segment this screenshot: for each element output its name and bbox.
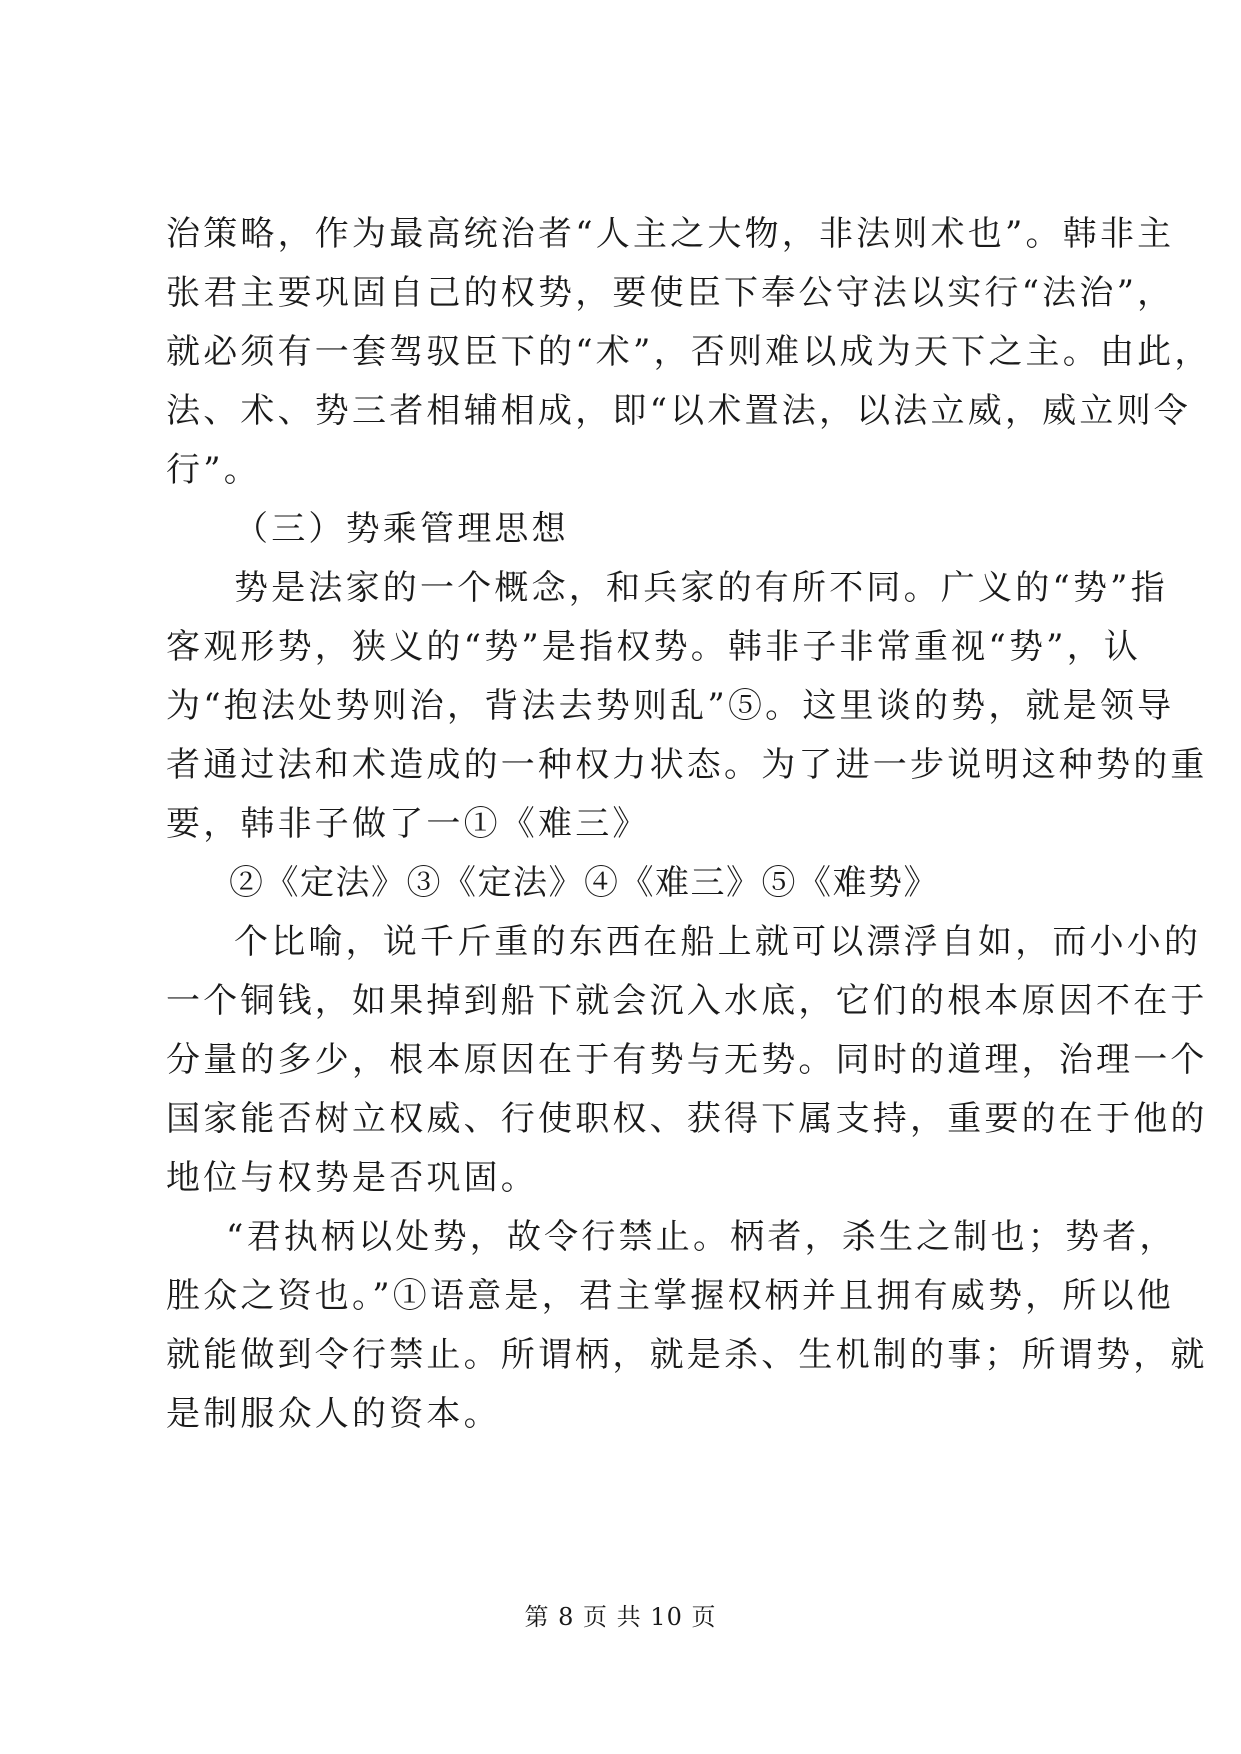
paragraph-line: 是制服众人的资本。	[166, 1394, 501, 1434]
page-footer	[0, 1602, 1241, 1632]
paragraph-line: 一个铜钱，如果掉到船下就会沉入水底，它们的根本原因不在于	[166, 981, 1208, 1021]
paragraph-line: 个比喻，说千斤重的东西在船上就可以漂浮自如，而小小的	[234, 922, 1202, 962]
paragraph-line: 就能做到令行禁止。所谓柄，就是杀、生机制的事；所谓势，就	[166, 1335, 1208, 1375]
paragraph-line: 就必须有一套驾驭臣下的“术”，否则难以成为天下之主。由此，	[166, 332, 1212, 372]
footnote-line: ②《定法》③《定法》④《难三》⑤《难势》	[229, 863, 939, 903]
paragraph-line: 张君主要巩固自己的权势，要使臣下奉公守法以实行“法治”，	[166, 273, 1175, 313]
paragraph-line: “君执柄以处势，故令行禁止。柄者，杀生之制也；势者，	[226, 1217, 1177, 1257]
paragraph-line: 法、术、势三者相辅相成，即“以术置法，以法立威，威立则令	[166, 391, 1191, 431]
paragraph-line: 要，韩非子做了一①《难三》	[166, 804, 650, 844]
page-number-label: 第 8 页 共 10 页	[524, 1603, 717, 1631]
paragraph-line: 者通过法和术造成的一种权力状态。为了进一步说明这种势的重	[166, 745, 1208, 785]
section-heading: （三）势乘管理思想	[234, 509, 569, 549]
paragraph-line: 为“抱法处势则治，背法去势则乱”⑤。这里谈的势，就是领导	[166, 686, 1175, 726]
paragraph-line: 行”。	[166, 450, 261, 490]
paragraph-line: 国家能否树立权威、行使职权、获得下属支持，重要的在于他的	[166, 1099, 1208, 1139]
paragraph-line: 势是法家的一个概念，和兵家的有所不同。广义的“势”指	[234, 568, 1168, 608]
paragraph-line: 治策略，作为最高统治者“人主之大物，非法则术也”。韩非主	[166, 214, 1175, 254]
paragraph-line: 地位与权势是否巩固。	[166, 1158, 538, 1198]
paragraph-line: 胜众之资也。”①语意是，君主掌握权柄并且拥有威势，所以他	[166, 1276, 1174, 1316]
paragraph-line: 分量的多少，根本原因在于有势与无势。同时的道理，治理一个	[166, 1040, 1208, 1080]
paragraph-line: 客观形势，狭义的“势”是指权势。韩非子非常重视“势”，认	[166, 627, 1142, 667]
